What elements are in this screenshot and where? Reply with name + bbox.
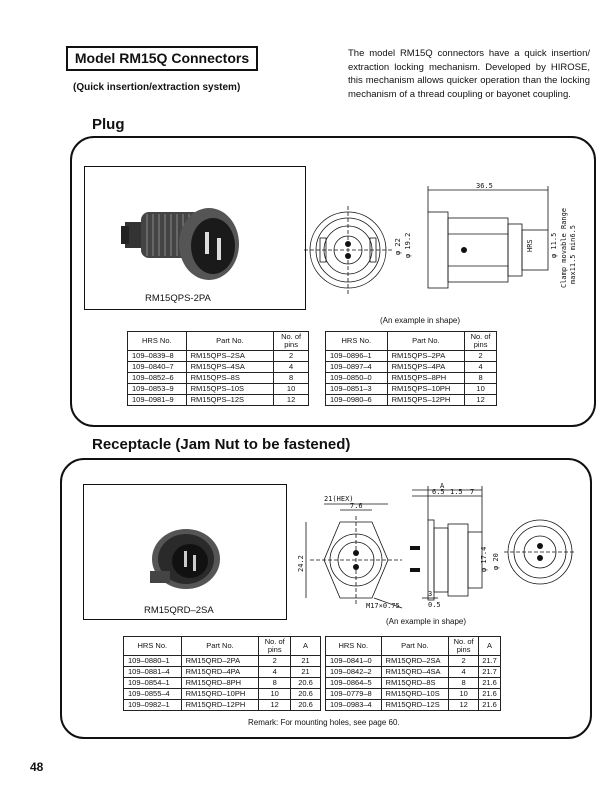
- table-cell: 109–0896–1: [326, 351, 388, 362]
- table-cell: 109–0983–4: [326, 700, 382, 711]
- plug-dim-cable: φ 11.5: [550, 232, 558, 258]
- table-cell: 12: [274, 395, 309, 406]
- table-row: [124, 667, 321, 678]
- plug-dim-length: 36.5: [476, 182, 493, 190]
- table-cell: RM15QRD–8S: [381, 678, 449, 689]
- table-row: [326, 384, 497, 395]
- table-header: A: [291, 637, 321, 656]
- table-cell: 109–0854–1: [124, 678, 182, 689]
- table-row: [128, 362, 309, 373]
- table-cell: 109–0839–8: [128, 351, 187, 362]
- remark-note: Remark: For mounting holes, see page 60.: [248, 718, 400, 727]
- plug-drawing: [300, 180, 580, 320]
- table-cell: RM15QRD–12PH: [181, 700, 259, 711]
- table-cell: 10: [449, 689, 479, 700]
- table-cell: 4: [274, 362, 309, 373]
- plug-clamp-range: max11.5 min6.5: [569, 224, 577, 284]
- rec-dim-height: 24.2: [297, 555, 305, 572]
- table-cell: 10: [274, 384, 309, 395]
- table-row: [128, 351, 309, 362]
- table-header: A: [479, 637, 501, 656]
- table-header: HRS No.: [124, 637, 182, 656]
- plug-photo-image: [85, 167, 305, 309]
- table-cell: 109–0980–6: [326, 395, 388, 406]
- table-cell: 21: [291, 667, 321, 678]
- receptacle-photo-image: [84, 485, 286, 619]
- table-cell: 109–0897–4: [326, 362, 388, 373]
- table-header: Part No.: [381, 637, 449, 656]
- table-header: HRS No.: [128, 332, 187, 351]
- table-row: [124, 678, 321, 689]
- table-cell: 109–0855–4: [124, 689, 182, 700]
- table-header: Part No.: [387, 332, 465, 351]
- rec-dim-d174: φ 17.4: [480, 546, 488, 572]
- table-row: [326, 700, 501, 711]
- plug-mark: HRS: [526, 239, 534, 252]
- table-header: HRS No.: [326, 332, 388, 351]
- plug-clamp-note: Clamp movable Range: [560, 207, 568, 288]
- table-cell: 20.6: [291, 689, 321, 700]
- table-cell: 109–0982–1: [124, 700, 182, 711]
- intro-paragraph: The model RM15Q connectors have a quick insertion/ extraction locking mechanism. Developed by HIROSE, this mechanism allows quicker operation than the locking mechanism of a thread coupling or bayonet coupling.: [348, 48, 590, 100]
- table-cell: 10: [465, 384, 497, 395]
- table-cell: 20.6: [291, 700, 321, 711]
- table-cell: RM15QPS–2SA: [186, 351, 274, 362]
- table-cell: 109–0852–6: [128, 373, 187, 384]
- rec-dim-flat: 7.6: [350, 502, 363, 510]
- table-cell: RM15QRD–10PH: [181, 689, 259, 700]
- rec-dim-thread: M17×0.75: [366, 602, 400, 610]
- table-cell: 10: [259, 689, 291, 700]
- table-cell: 8: [449, 678, 479, 689]
- table-cell: 109–0840–7: [128, 362, 187, 373]
- plug-dim-outer: φ 22: [394, 238, 402, 255]
- table-cell: 109–0841–0: [326, 656, 382, 667]
- table-cell: RM15QRD–2SA: [381, 656, 449, 667]
- table-cell: 2: [259, 656, 291, 667]
- table-cell: 2: [449, 656, 479, 667]
- receptacle-drawing: [290, 480, 590, 620]
- table-cell: 2: [465, 351, 497, 362]
- table-header: No. of pins: [465, 332, 497, 351]
- table-row: [326, 667, 501, 678]
- table-cell: 4: [465, 362, 497, 373]
- table-header: Part No.: [186, 332, 274, 351]
- table-cell: 109–0851–3: [326, 384, 388, 395]
- table-cell: 8: [465, 373, 497, 384]
- table-cell: 109–0853–9: [128, 384, 187, 395]
- table-cell: 21.6: [479, 700, 501, 711]
- table-cell: 8: [274, 373, 309, 384]
- table-row: [326, 395, 497, 406]
- rec-dim-d20: φ 20: [492, 553, 500, 570]
- table-cell: 12: [449, 700, 479, 711]
- table-header: No. of pins: [274, 332, 309, 351]
- table-row: [326, 678, 501, 689]
- rec-dim-t05: 0.5: [428, 601, 441, 609]
- table-cell: RM15QPS–8PH: [387, 373, 465, 384]
- table-row: [128, 384, 309, 395]
- table-cell: RM15QRD–4SA: [381, 667, 449, 678]
- table-cell: RM15QPS–2PA: [387, 351, 465, 362]
- table-cell: 4: [449, 667, 479, 678]
- plug-photo-caption: RM15QPS-2PA: [145, 293, 211, 304]
- table-cell: 8: [259, 678, 291, 689]
- table-cell: 109–0981–9: [128, 395, 187, 406]
- receptacle-table-right: [325, 636, 501, 711]
- table-cell: RM15QPS–10S: [186, 384, 274, 395]
- table-header: No. of pins: [259, 637, 291, 656]
- table-cell: RM15QPS–10PH: [387, 384, 465, 395]
- table-cell: RM15QPS–8S: [186, 373, 274, 384]
- table-cell: 21.6: [479, 678, 501, 689]
- table-cell: 2: [274, 351, 309, 362]
- receptacle-photo: [83, 484, 287, 620]
- table-row: [128, 373, 309, 384]
- plug-table-left: [127, 331, 309, 406]
- table-row: [124, 689, 321, 700]
- table-header: No. of pins: [449, 637, 479, 656]
- table-cell: 4: [259, 667, 291, 678]
- table-cell: RM15QPS–4PA: [387, 362, 465, 373]
- table-cell: 109–0842–2: [326, 667, 382, 678]
- plug-shape-caption: (An example in shape): [380, 316, 461, 325]
- table-cell: RM15QRD–10S: [381, 689, 449, 700]
- table-cell: 109–0779–8: [326, 689, 382, 700]
- table-cell: 21: [291, 656, 321, 667]
- table-cell: RM15QRD–12S: [381, 700, 449, 711]
- page-number: 48: [30, 760, 44, 774]
- rec-dim-seg2: 1.5: [450, 488, 463, 496]
- table-row: [326, 373, 497, 384]
- table-row: [326, 362, 497, 373]
- table-cell: 109–0880–1: [124, 656, 182, 667]
- table-row: [124, 700, 321, 711]
- table-cell: 109–0850–0: [326, 373, 388, 384]
- table-cell: RM15QPS–12PH: [387, 395, 465, 406]
- table-cell: RM15QRD–4PA: [181, 667, 259, 678]
- table-row: [124, 656, 321, 667]
- plug-photo: [84, 166, 306, 310]
- table-row: [326, 656, 501, 667]
- page-title: Model RM15Q Connectors: [66, 46, 258, 71]
- table-cell: 21.7: [479, 656, 501, 667]
- table-header: HRS No.: [326, 637, 382, 656]
- table-cell: 12: [465, 395, 497, 406]
- plug-heading: Plug: [92, 116, 125, 133]
- receptacle-photo-caption: RM15QRD–2SA: [144, 605, 214, 616]
- rec-dim-hex: 21(HEX): [324, 495, 354, 503]
- table-header: Part No.: [181, 637, 259, 656]
- receptacle-shape-caption: (An example in shape): [386, 617, 467, 626]
- table-cell: 109–0864–5: [326, 678, 382, 689]
- table-row: [326, 689, 501, 700]
- receptacle-heading: Receptacle (Jam Nut to be fastened): [92, 436, 351, 453]
- rec-dim-seg1: 6.5: [432, 488, 445, 496]
- receptacle-table-left: [123, 636, 321, 711]
- table-cell: 12: [259, 700, 291, 711]
- table-cell: RM15QPS–12S: [186, 395, 274, 406]
- table-cell: 21.7: [479, 667, 501, 678]
- rec-dim-seg3: 7: [470, 488, 475, 496]
- table-cell: 21.6: [479, 689, 501, 700]
- table-cell: 109–0881–4: [124, 667, 182, 678]
- table-cell: 20.6: [291, 678, 321, 689]
- table-row: [128, 395, 309, 406]
- table-row: [326, 351, 497, 362]
- plug-dim-inner: φ 19.2: [404, 232, 412, 258]
- rec-dim-a: A: [440, 482, 445, 490]
- plug-table-right: [325, 331, 497, 406]
- table-cell: RM15QPS–4SA: [186, 362, 274, 373]
- table-cell: RM15QRD–8PH: [181, 678, 259, 689]
- table-cell: RM15QRD–2PA: [181, 656, 259, 667]
- rec-dim-t3: 3: [428, 590, 433, 598]
- page-subtitle: (Quick insertion/extraction system): [73, 82, 241, 93]
